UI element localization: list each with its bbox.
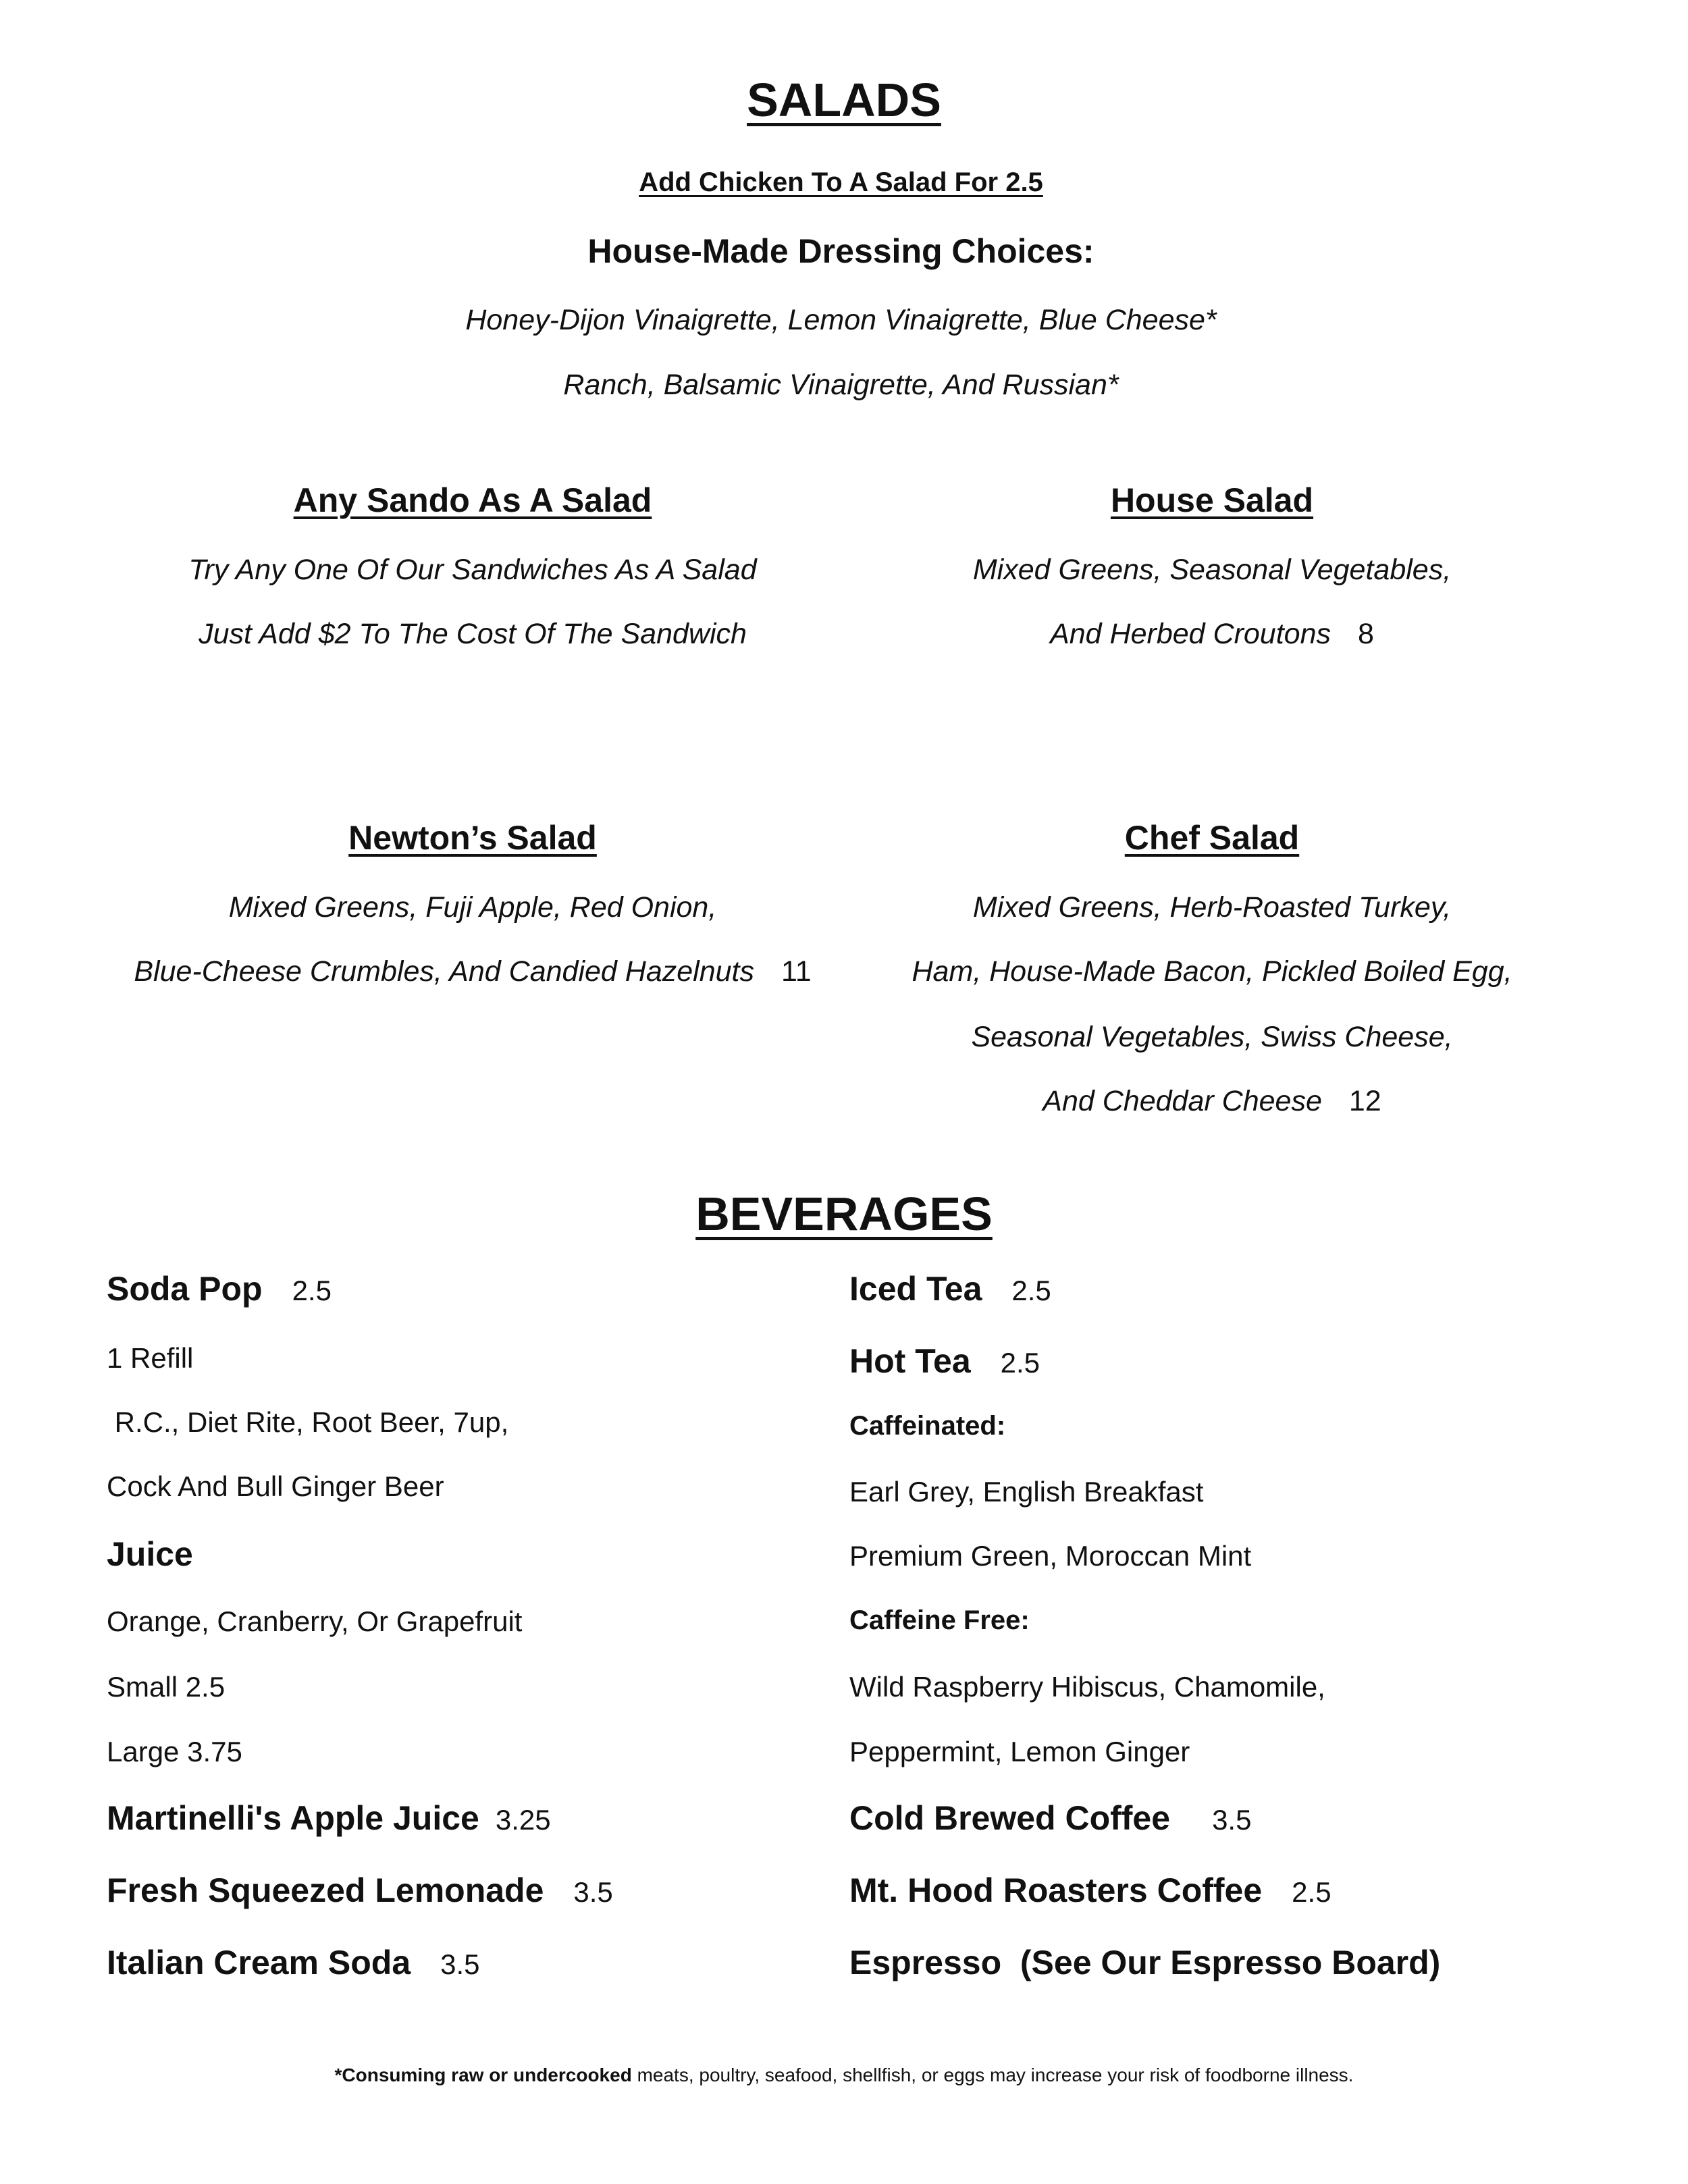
bev-mt-hood [849, 1871, 1331, 1910]
salad-price-newtons: 11 [781, 955, 812, 988]
bev-caffeine-free-2: Peppermint, Lemon Ginger [849, 1736, 1190, 1767]
bev-juice-small: Small 2.5 [107, 1671, 226, 1703]
bev-iced-tea [849, 1269, 1051, 1308]
bev-soda-pop-name: Soda Pop [107, 1270, 263, 1308]
salad-price-chef: 12 [1348, 1085, 1381, 1117]
beverages-box [0, 1013, 1553, 1765]
bev-caffeine-free-1: Wild Raspberry Hibiscus, Chamomile, [849, 1671, 1325, 1703]
salad-desc-any-sando-2: Just Add $2 To The Cost Of The Sandwich [199, 618, 747, 650]
beverages-title: BEVERAGES [695, 1188, 993, 1240]
bev-caffeinated-2: Premium Green, Moroccan Mint [849, 1540, 1252, 1572]
salad-desc-newtons-1: Mixed Greens, Fuji Apple, Red Onion, [228, 891, 717, 924]
salad-desc-chef-4-text: And Cheddar Cheese [1043, 1085, 1322, 1117]
bev-martinelli [107, 1799, 551, 1838]
bev-mt-hood-price: 2.5 [1292, 1876, 1331, 1908]
salad-desc-any-sando-1: Try Any One Of Our Sandwiches As A Salad [188, 554, 757, 586]
salad-desc-newtons-2-text: Blue-Cheese Crumbles, And Candied Hazelnuts [134, 955, 754, 988]
add-chicken-note: Add Chicken To A Salad For 2.5 [639, 167, 1043, 197]
salad-desc-newtons-2 [101, 955, 844, 988]
footnote-rest: meats, poultry, seafood, shellfish, or eggs may increase your risk of foodborne illness. [631, 2065, 1354, 2085]
bev-iced-tea-price: 2.5 [1011, 1275, 1051, 1306]
bev-cold-brew-price: 3.5 [1212, 1804, 1252, 1836]
salad-desc-chef-2: Ham, House-Made Bacon, Pickled Boiled Egg, [912, 955, 1512, 988]
salad-name-chef: Chef Salad [1124, 819, 1300, 857]
bev-italian-soda-price: 3.5 [440, 1948, 480, 1980]
bev-lemonade [107, 1871, 613, 1910]
bev-juice: Juice [107, 1535, 193, 1573]
bev-caffeinated-label: Caffeinated: [849, 1411, 1006, 1441]
bev-hot-tea-price: 2.5 [1000, 1347, 1040, 1379]
salad-desc-house-1: Mixed Greens, Seasonal Vegetables, [972, 554, 1452, 586]
salad-desc-chef-1: Mixed Greens, Herb-Roasted Turkey, [972, 891, 1452, 924]
bev-hot-tea-name: Hot Tea [849, 1342, 971, 1380]
bev-soda-flavors-2: Cock And Bull Ginger Beer [107, 1470, 444, 1502]
salad-name-house: House Salad [1110, 481, 1314, 519]
salad-price-house: 8 [1358, 618, 1374, 650]
bev-soda-pop [107, 1269, 332, 1308]
footnote-bold: *Consuming raw or undercooked [334, 2065, 632, 2085]
salad-name-any-sando: Any Sando As A Salad [293, 481, 652, 519]
salad-name-newtons: Newton’s Salad [348, 819, 597, 857]
bev-lemonade-name: Fresh Squeezed Lemonade [107, 1871, 544, 1909]
dressing-line-1: Honey-Dijon Vinaigrette, Lemon Vinaigrette, Blue Cheese* [465, 304, 1217, 336]
bev-soda-pop-price: 2.5 [292, 1275, 332, 1306]
bev-italian-soda [107, 1943, 480, 1982]
salad-desc-house-2-text: And Herbed Croutons [1050, 618, 1331, 650]
bev-caffeinated-1: Earl Grey, English Breakfast [849, 1476, 1204, 1508]
dressing-heading: House-Made Dressing Choices: [587, 232, 1094, 270]
bev-martinelli-name: Martinelli's Apple Juice [107, 1799, 479, 1837]
salad-desc-house-2 [841, 618, 1583, 651]
bev-soda-flavors-1: R.C., Diet Rite, Root Beer, 7up, [107, 1406, 509, 1438]
footnote [0, 2065, 1688, 2086]
dressing-line-2: Ranch, Balsamic Vinaigrette, And Russian* [563, 369, 1119, 401]
bev-soda-refill: 1 Refill [107, 1342, 194, 1374]
bev-espresso: Espresso (See Our Espresso Board) [849, 1944, 1441, 1981]
bev-mt-hood-name: Mt. Hood Roasters Coffee [849, 1871, 1263, 1909]
bev-juice-large: Large 3.75 [107, 1736, 242, 1767]
salad-desc-chef-3: Seasonal Vegetables, Swiss Cheese, [971, 1021, 1453, 1053]
salads-title: SALADS [747, 74, 941, 126]
bev-hot-tea [849, 1341, 1040, 1381]
bev-iced-tea-name: Iced Tea [849, 1270, 982, 1308]
bev-caffeine-free-label: Caffeine Free: [849, 1605, 1030, 1635]
bev-martinelli-price: 3.25 [495, 1804, 551, 1836]
bev-cold-brew-name: Cold Brewed Coffee [849, 1799, 1171, 1837]
bev-juice-flavors: Orange, Cranberry, Or Grapefruit [107, 1605, 523, 1637]
salad-desc-chef-4 [841, 1085, 1583, 1118]
bev-lemonade-price: 3.5 [573, 1876, 613, 1908]
bev-cold-brew [849, 1799, 1251, 1838]
bev-italian-soda-name: Italian Cream Soda [107, 1944, 411, 1981]
